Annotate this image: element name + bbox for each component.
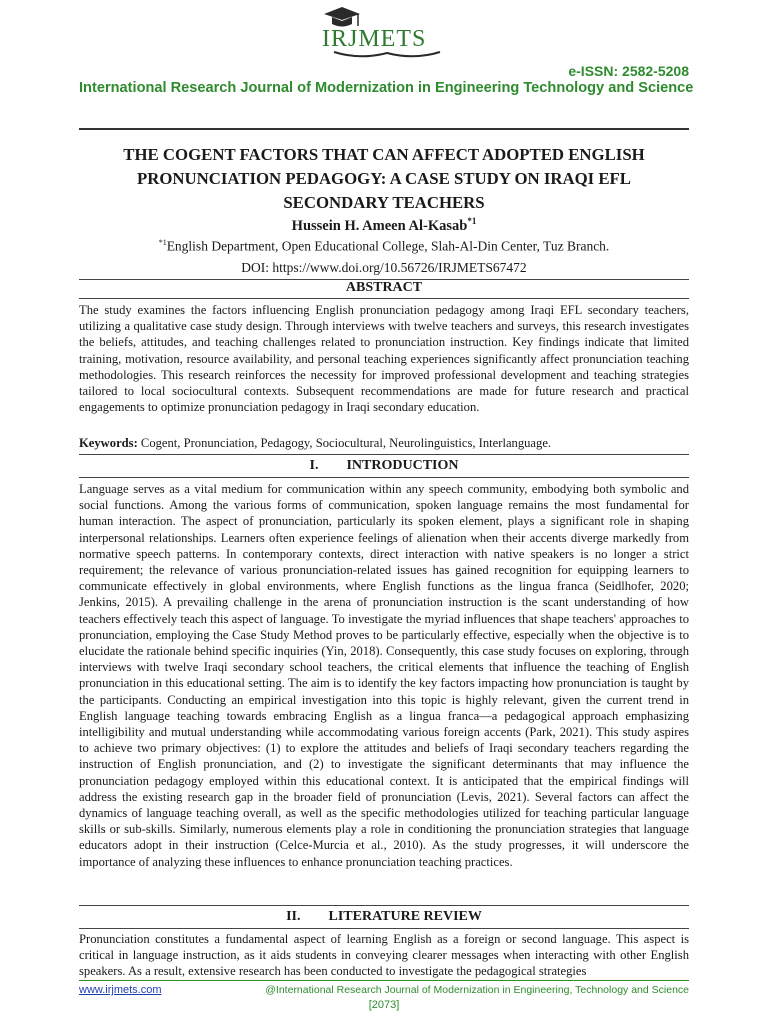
footer-copyright: @International Research Journal of Modernization in Engineering, Technology and Science bbox=[265, 984, 689, 996]
section-divider bbox=[79, 477, 689, 478]
keywords-list: Cogent, Pronunciation, Pedagogy, Sociocultural, Neurolinguistics, Interlanguage. bbox=[137, 436, 552, 450]
paper-title bbox=[79, 143, 689, 215]
author-name: Hussein H. Ameen Al-Kasab bbox=[291, 217, 468, 234]
abstract-bottom-divider bbox=[79, 298, 689, 299]
keywords bbox=[79, 436, 689, 451]
doi: DOI: https://www.doi.org/10.56726/IRJMETS67472 bbox=[241, 260, 527, 275]
title-line: SECONDARY TEACHERS bbox=[283, 193, 485, 212]
page-number: [2073] bbox=[368, 999, 400, 1011]
section-number: II. bbox=[286, 909, 301, 924]
title-line: PRONUNCIATION PEDAGOGY: A CASE STUDY ON IRAQI EFL bbox=[136, 169, 632, 188]
title-line: THE COGENT FACTORS THAT CAN AFFECT ADOPTED ENGLISH bbox=[123, 145, 645, 164]
abstract-text: The study examines the factors influencing English pronunciation pedagogy among Iraqi EFL secondary teachers, utilizing a qualitative case study design. Through interviews with twelve teachers and surveys, this research investigates the beliefs, attitudes, and teaching challenges related to pronunciation instruction. Key findings indicate that limited training, motivation, resource availability, and personal teaching experiences significantly affect pronunciation teaching methodologies. This research reinforces the necessity for improved professional development and teaching strategies tailored to local sociocultural contexts. Subsequent recommendations are made for future research and practical engagements to optimize pronunciation pedagogy in Iraqi secondary education. bbox=[79, 303, 689, 415]
footer-divider bbox=[79, 980, 689, 981]
affiliation-text: English Department, Open Educational College, Slah-Al-Din Center, Tuz Branch. bbox=[166, 238, 610, 254]
journal-logo bbox=[322, 6, 452, 58]
section-divider bbox=[79, 928, 689, 929]
section-heading-literature-review bbox=[79, 909, 689, 925]
section-divider bbox=[79, 454, 689, 455]
website-link[interactable]: www.irjmets.com bbox=[79, 984, 162, 996]
eissn: e-ISSN: 2582-5208 bbox=[568, 63, 689, 79]
logo-text: IRJMETS bbox=[322, 26, 427, 52]
section-title: INTRODUCTION bbox=[346, 458, 459, 473]
keywords-label: Keywords: bbox=[79, 436, 138, 450]
section-divider bbox=[79, 905, 689, 906]
author bbox=[79, 216, 689, 235]
literature-review-text: Pronunciation constitutes a fundamental aspect of learning English as a foreign or second language. This aspect is critical in language instruction, as it aids students in conveying clearer messages when interacting with other English speakers. As a result, extensive research has been conducted to investigate the pedagogical strategies bbox=[79, 932, 689, 979]
journal-name: International Research Journal of Modernization in Engineering Technology and Science bbox=[79, 80, 694, 96]
affiliation bbox=[79, 238, 689, 255]
header-divider bbox=[79, 128, 689, 130]
affiliation-superscript: *1 bbox=[158, 238, 167, 247]
section-number: I. bbox=[309, 458, 319, 473]
abstract-heading: ABSTRACT bbox=[345, 280, 423, 295]
introduction-text: Language serves as a vital medium for communication within any speech community, embodying both symbolic and social functions. Among the various forms of communication, spoken language remains the most fundamental for human interaction. The aspect of pronunciation, particularly its spoken element, plays a significant role in shaping interpersonal relationships. Learners often experience feelings of alienation when their accents diverge markedly from normative speech patterns. In contemporary contexts, direct interaction with native speakers is no longer a strict requirement; the relevance of various pronunciation-related issues has gained recognition for equipping learners to communicate effectively in global environments, where English functions as the lingua franca (Seidlhofer, 2020; Jenkins, 2015). A prevailing challenge in the arena of pronunciation instruction is the scant understanding of how teachers effectively teach this aspect of language. To investigate the myriad influences that shape teachers' approaches to pronunciation, employing the Case Study Method proves to be particularly effective, especially when the objective is to elucidate the rationale behind specific inquiries (Yin, 2018). Consequently, this case study focuses on exploring, through interviews with twelve Iraqi secondary school teachers, the critical elements that influence the teaching of English pronunciation in this educational setting. The aim is to identify the key factors impacting how pronunciation is taught by the participants. Conducting an empirical investigation into this topic is highly relevant, given the current trend in English language teaching towards embracing English as a lingua franca—a pedagogical approach emphasizing intelligibility and mutual understanding while accommodating various foreign accents (Park, 2021). This study aspires to achieve two primary objectives: (1) to explore the attitudes and beliefs of Iraqi secondary teachers regarding the instruction of English pronunciation, and (2) to investigate the significant determinants that may influence the pronunciation pedagogy employed within this educational context. It is anticipated that the empirical findings will address the existing research gap in the broader field of pronunciation (Levis, 2021). Several factors can affect the dynamics of language teaching overall, as well as the specific methodologies utilized for teaching particular language skills or sub-skills. Similarly, numerous elements play a role in conditioning the pronunciation strategies that language educators adopt in their instruction (Celce-Murcia et al., 2010). As the study progresses, it will underscore the importance of analyzing these influences to enhance pronunciation teaching practices. bbox=[79, 482, 689, 869]
author-superscript: *1 bbox=[467, 216, 477, 226]
section-title: LITERATURE REVIEW bbox=[328, 909, 482, 924]
open-book-icon bbox=[332, 50, 442, 60]
section-heading-introduction bbox=[79, 458, 689, 474]
